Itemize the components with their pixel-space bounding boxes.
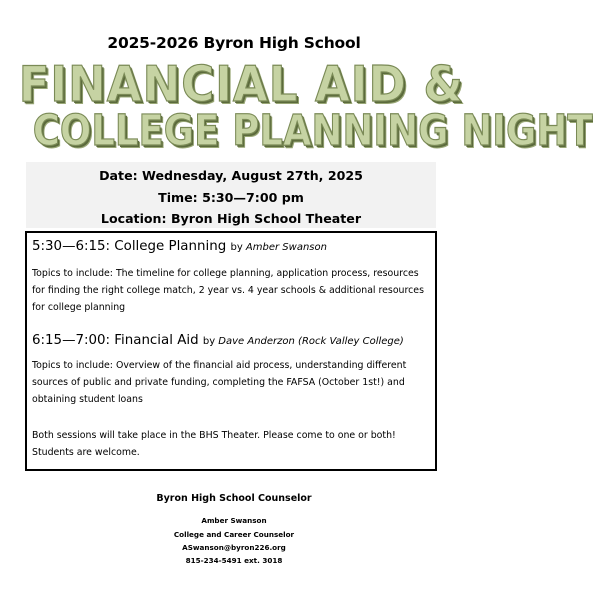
- event-time: Time: 5:30—7:00 pm: [158, 190, 304, 205]
- session-1-heading: [32, 239, 327, 254]
- counselor-phone: 815-234-5491 ext. 3018: [185, 556, 283, 565]
- counselor-email: ASwanson@byron226.org: [182, 543, 286, 552]
- session-1-by: by: [230, 242, 243, 253]
- school-heading: 2025-2026 Byron High School: [107, 34, 361, 52]
- counselor-name: Amber Swanson: [201, 516, 267, 525]
- session-1-byline: [230, 242, 326, 253]
- session-2-title: 6:15—7:00: Financial Aid: [32, 333, 199, 348]
- session-2-description: Topics to include: Overview of the financial aid process, understanding different sources of public and private funding, completing the FAFSA (October 1st!) and obtaining student loans: [32, 360, 407, 405]
- counselor-role: College and Career Counselor: [173, 530, 295, 539]
- event-details-box: [26, 162, 436, 228]
- session-1-presenter: Amber Swanson: [245, 242, 327, 253]
- session-2-byline: [203, 336, 404, 347]
- event-date: Date: Wednesday, August 27th, 2025: [99, 168, 363, 183]
- sessions-box: [25, 231, 437, 471]
- session-1-description: Topics to include: The timeline for college planning, application process, resources for finding the right college match, 2 year vs. 4 year schools & additional resources for college planning: [32, 268, 424, 313]
- session-2-by: by: [202, 336, 216, 347]
- session-1-title: 5:30—6:15: College Planning: [32, 239, 227, 254]
- closing-note: Both sessions will take place in the BHS Theater. Please come to one or both! Students are welcome.: [32, 430, 396, 458]
- session-2-heading: [32, 333, 404, 348]
- footer-heading: Byron High School Counselor: [156, 493, 312, 504]
- session-2-presenter: Dave Anderzon (Rock Valley College): [218, 336, 404, 347]
- flyer-title-line-2: COLLEGE PLANNING NIGHT: [32, 106, 593, 156]
- flyer-title-line-1: FINANCIAL AID &: [18, 56, 464, 113]
- event-location: Location: Byron High School Theater: [100, 211, 362, 226]
